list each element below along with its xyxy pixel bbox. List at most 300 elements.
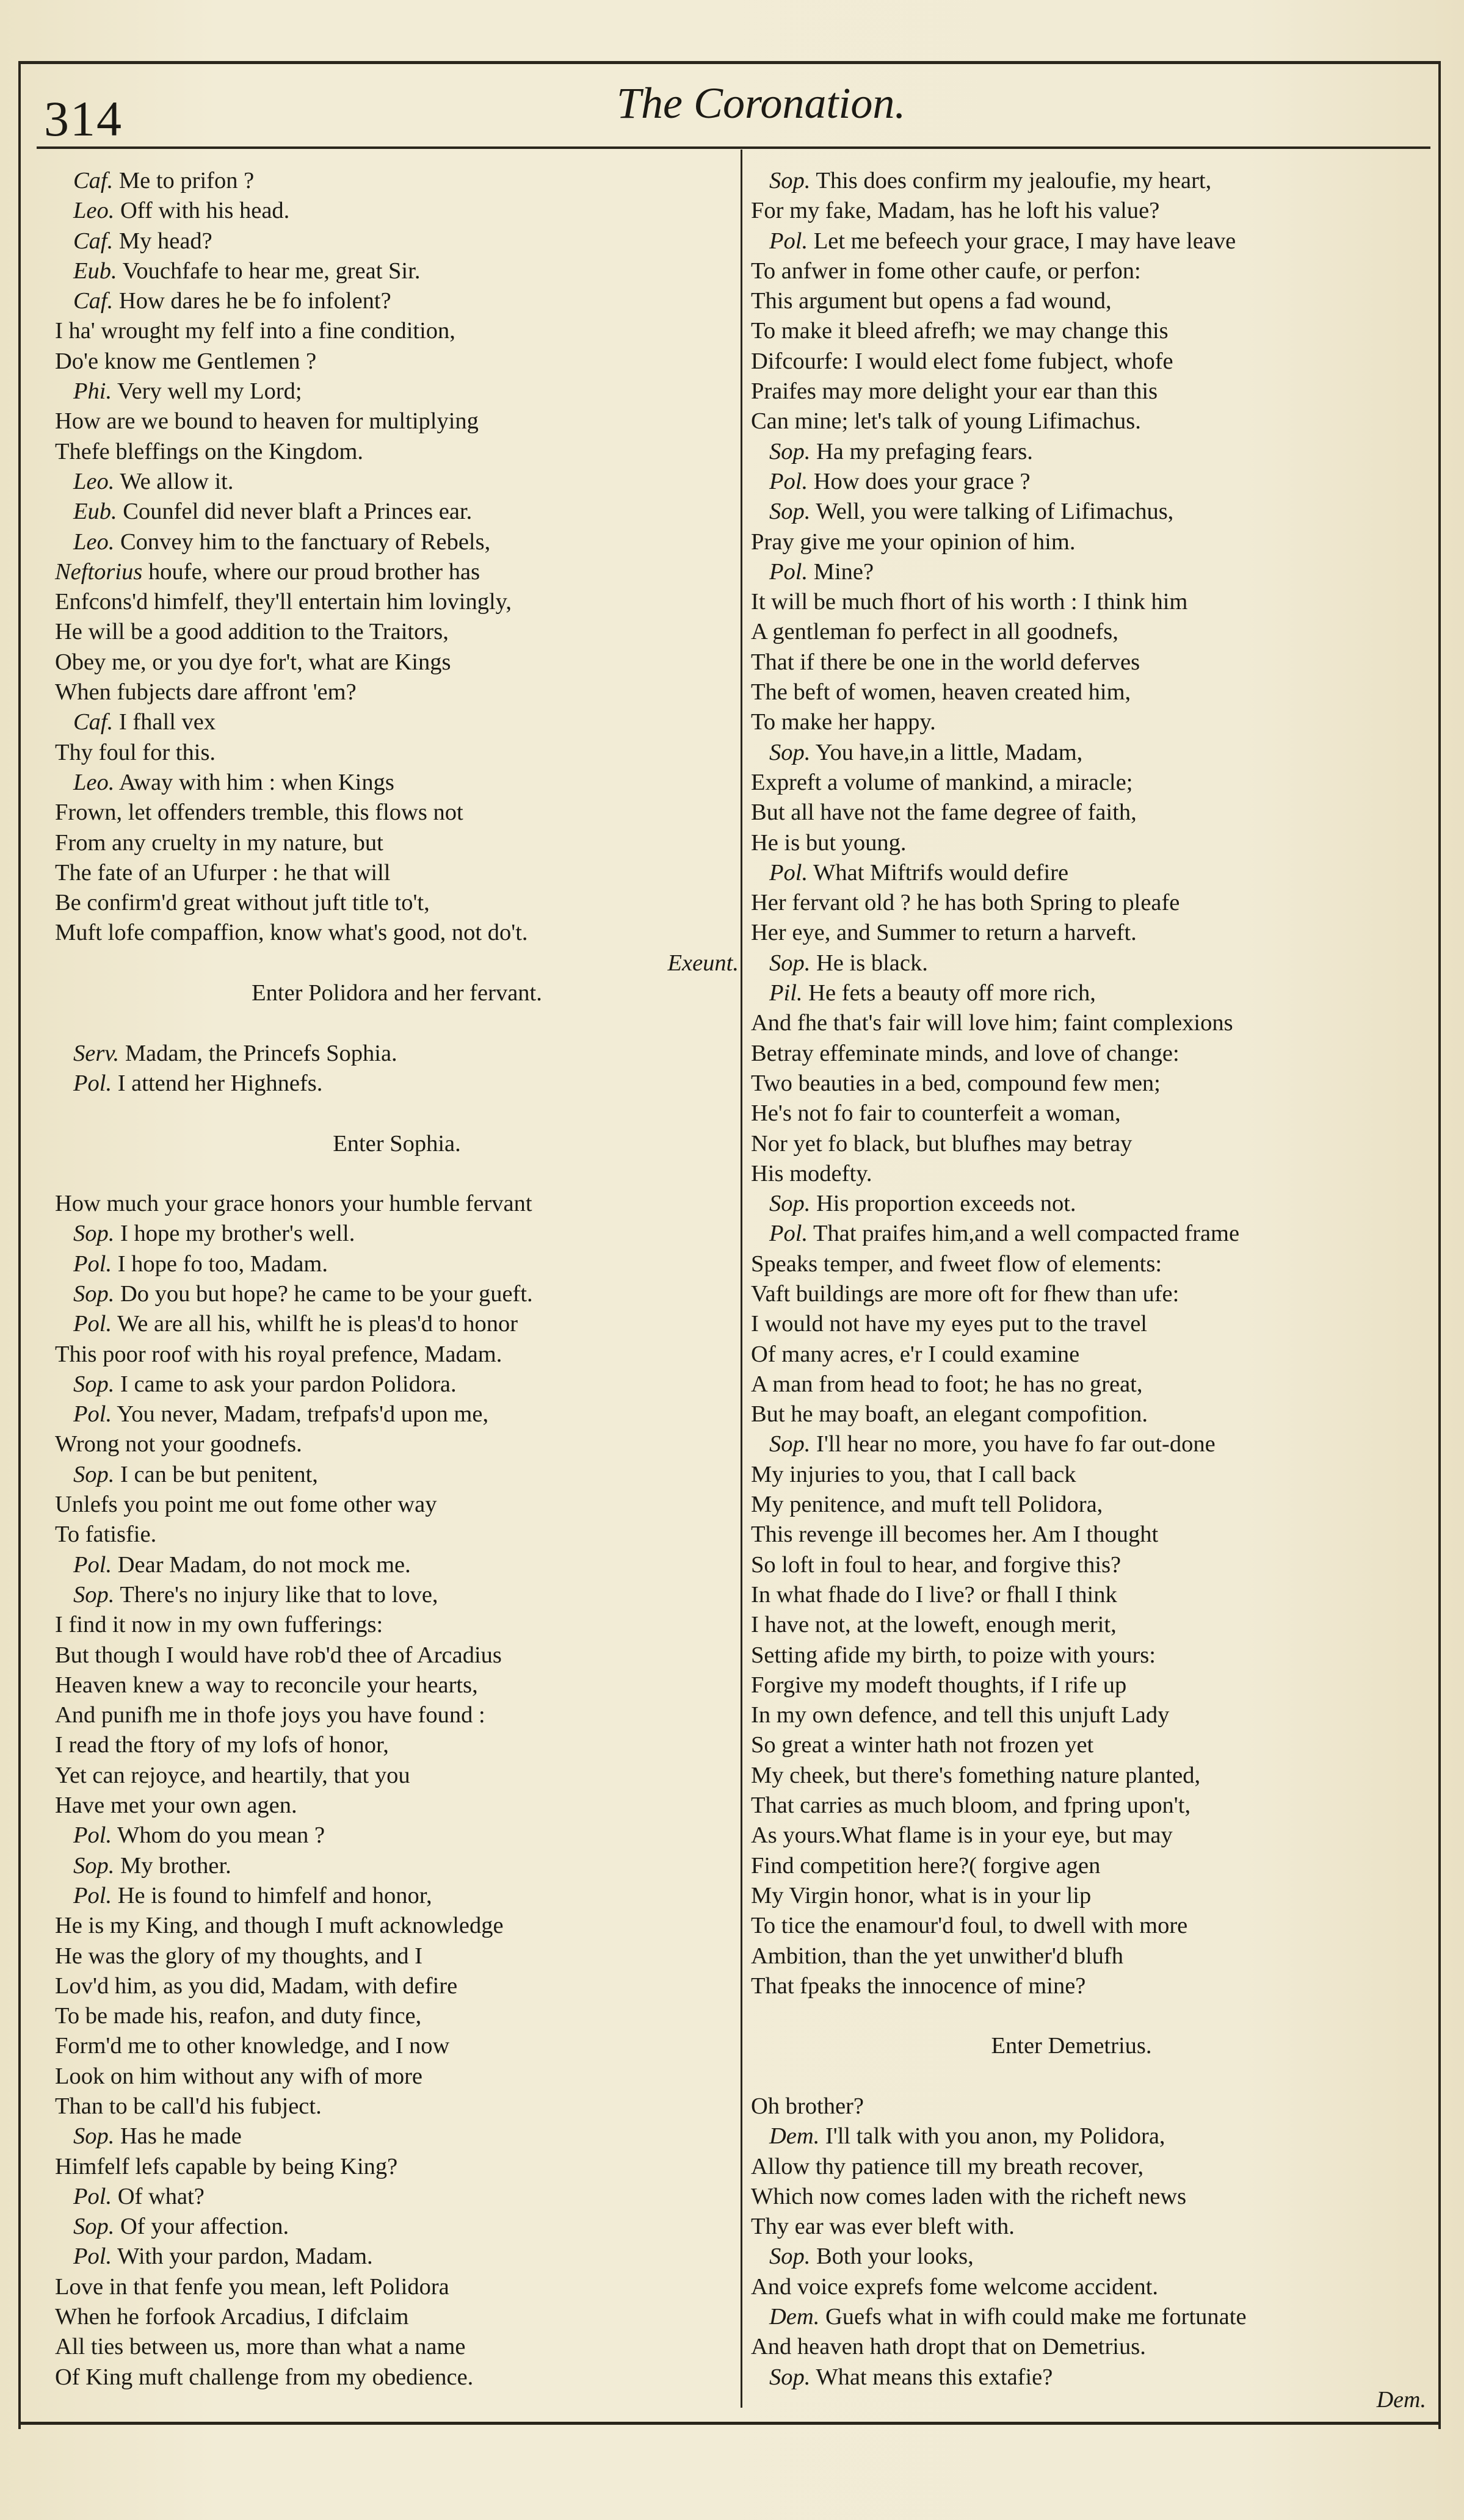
line-text: How much your grace honors your humble fervant bbox=[55, 1191, 532, 1217]
verse-line bbox=[55, 677, 739, 707]
bottom-rule bbox=[18, 2422, 1441, 2425]
verse-line bbox=[751, 1730, 1392, 1760]
line-text: Thy ear was ever bleft with. bbox=[751, 2214, 1015, 2240]
verse-line bbox=[751, 1219, 1392, 1249]
line-text: But though I would have rob'd thee of Arcadius bbox=[55, 1642, 502, 1668]
verse-line bbox=[751, 1429, 1392, 1459]
line-text: He's not fo fair to counterfeit a woman, bbox=[751, 1100, 1121, 1127]
left-column bbox=[55, 166, 739, 2392]
line-text: Form'd me to other knowledge, and I now bbox=[55, 2033, 450, 2059]
blank-line bbox=[751, 2062, 1392, 2092]
verse-line bbox=[55, 1460, 739, 1490]
speaker-name: Sop. bbox=[769, 1191, 811, 1217]
verse-line bbox=[55, 1370, 739, 1399]
verse-line bbox=[55, 1941, 739, 1971]
verse-line bbox=[751, 557, 1392, 587]
line-text: Wrong not your goodnefs. bbox=[55, 1431, 302, 1457]
verse-line bbox=[55, 1340, 739, 1370]
verse-line bbox=[55, 196, 739, 226]
line-text: With your pardon, Madam. bbox=[117, 2244, 373, 2270]
line-text: He fets a beauty off more rich, bbox=[808, 980, 1096, 1006]
line-text: Expreft a volume of mankind, a miracle; bbox=[751, 769, 1133, 795]
line-text: Guefs what in wifh could make me fortunate bbox=[825, 2304, 1247, 2330]
verse-line bbox=[55, 888, 739, 918]
verse-line bbox=[55, 1670, 739, 1700]
line-text: How dares he be fo infolent? bbox=[118, 288, 391, 314]
line-text: Have met your own agen. bbox=[55, 1793, 297, 1819]
verse-line bbox=[751, 2242, 1392, 2272]
verse-line bbox=[751, 1159, 1392, 1189]
speaker-name: Serv. bbox=[73, 1040, 120, 1066]
line-text: You never, Madam, trefpafs'd upon me, bbox=[117, 1401, 489, 1428]
verse-line bbox=[751, 707, 1392, 737]
verse-line bbox=[751, 768, 1392, 798]
line-text: Do'e know me Gentlemen ? bbox=[55, 348, 317, 374]
verse-line bbox=[751, 2092, 1392, 2121]
verse-line bbox=[55, 1039, 739, 1069]
line-text: Be confirm'd great without juft title to't, bbox=[55, 890, 430, 916]
line-text: Away with him : when Kings bbox=[118, 769, 394, 795]
verse-line bbox=[751, 677, 1392, 707]
line-text: This revenge ill becomes her. Am I thought bbox=[751, 1522, 1159, 1548]
line-text: To make her happy. bbox=[751, 709, 936, 735]
line-text: For my fake, Madam, has he loft his value? bbox=[751, 198, 1160, 224]
verse-line bbox=[751, 1189, 1392, 1219]
stage-direction: Enter Demetrius. bbox=[991, 2033, 1152, 2059]
line-text: Himfelf lefs capable by being King? bbox=[55, 2153, 398, 2179]
line-text: I hope fo too, Madam. bbox=[117, 1251, 328, 1277]
verse-line bbox=[55, 1730, 739, 1760]
line-text: But he may boaft, an elegant compofition. bbox=[751, 1401, 1148, 1428]
speaker-name: Sop. bbox=[73, 1852, 115, 1879]
verse-line bbox=[751, 1008, 1392, 1038]
verse-line bbox=[55, 2152, 739, 2182]
verse-line bbox=[751, 1610, 1392, 1640]
line-text: Muft lofe compaffion, know what's good, not do't. bbox=[55, 920, 528, 946]
verse-line bbox=[751, 1670, 1392, 1700]
page-number: 314 bbox=[44, 91, 123, 146]
verse-line bbox=[55, 1851, 739, 1881]
verse-line bbox=[55, 1971, 739, 2001]
stage-exit: Exeunt. bbox=[667, 950, 739, 976]
verse-line bbox=[751, 888, 1392, 918]
verse-line bbox=[55, 587, 739, 617]
verse-line bbox=[751, 1761, 1392, 1791]
verse-line bbox=[751, 1791, 1392, 1821]
speaker-name: Sop. bbox=[769, 2364, 811, 2390]
verse-line bbox=[55, 2092, 739, 2121]
speaker-name: Caf. bbox=[73, 168, 114, 193]
speaker-name: Pol. bbox=[73, 1822, 112, 1849]
verse-line bbox=[751, 648, 1392, 677]
line-text: Heaven knew a way to reconcile your hearts, bbox=[55, 1672, 478, 1698]
verse-line bbox=[751, 196, 1392, 226]
line-text: Lov'd him, as you did, Madam, with defire bbox=[55, 1973, 458, 1999]
verse-line bbox=[751, 497, 1392, 527]
speaker-name: Caf. bbox=[73, 709, 114, 735]
line-text: My injuries to you, that I call back bbox=[751, 1461, 1076, 1487]
speaker-name: Leo. bbox=[73, 769, 115, 795]
line-text: Of what? bbox=[117, 2183, 205, 2209]
verse-line bbox=[751, 226, 1392, 256]
verse-line bbox=[55, 316, 739, 346]
verse-line bbox=[751, 2302, 1392, 2332]
line-text: Obey me, or you dye for't, what are Kings bbox=[55, 649, 451, 675]
line-text: Allow thy patience till my breath recover, bbox=[751, 2153, 1144, 2179]
line-text: I fhall vex bbox=[118, 709, 216, 735]
line-text: Convey him to the fanctuary of Rebels, bbox=[120, 529, 491, 555]
speaker-name: Phi. bbox=[73, 378, 112, 405]
line-text: Very well my Lord; bbox=[117, 378, 302, 405]
speaker-name: Pol. bbox=[769, 1221, 808, 1247]
speaker-name: Pol. bbox=[73, 1070, 112, 1096]
line-text: Two beauties in a bed, compound few men; bbox=[751, 1070, 1161, 1096]
stage-direction: Enter Sophia. bbox=[333, 1130, 461, 1157]
blank-line bbox=[55, 1008, 739, 1038]
speaker-name: Caf. bbox=[73, 288, 114, 314]
line-text: And voice exprefs fome welcome accident. bbox=[751, 2273, 1159, 2300]
verse-line bbox=[751, 316, 1392, 346]
verse-line bbox=[55, 2001, 739, 2031]
speaker-name: Sop. bbox=[769, 168, 811, 193]
line-text: I read the ftory of my lofs of honor, bbox=[55, 1732, 389, 1758]
line-text: He is but young. bbox=[751, 829, 907, 856]
verse-line bbox=[55, 2031, 739, 2061]
line-text: Both your looks, bbox=[816, 2244, 974, 2270]
line-text: Unlefs you point me out fome other way bbox=[55, 1492, 437, 1518]
verse-line bbox=[55, 1700, 739, 1730]
verse-line bbox=[55, 347, 739, 377]
verse-line bbox=[751, 1399, 1392, 1429]
verse-line bbox=[55, 918, 739, 948]
speaker-name: Sop. bbox=[769, 499, 811, 525]
right-border-rule bbox=[1438, 61, 1441, 2429]
verse-line bbox=[751, 1580, 1392, 1610]
line-text: Praifes may more delight your ear than this bbox=[751, 378, 1158, 405]
verse-line bbox=[55, 1429, 739, 1459]
line-text: He will be a good addition to the Traitors, bbox=[55, 619, 449, 645]
running-title: The Coronation. bbox=[617, 79, 906, 128]
verse-line bbox=[55, 768, 739, 798]
line-text: What means this extafie? bbox=[816, 2364, 1053, 2390]
verse-line bbox=[751, 1069, 1392, 1099]
verse-line bbox=[55, 166, 739, 196]
verse-line bbox=[55, 406, 739, 436]
line-text: His proportion exceeds not. bbox=[816, 1191, 1076, 1217]
line-text: In my own defence, and tell this unjuft Lady bbox=[751, 1702, 1170, 1728]
line-text: That fpeaks the innocence of mine? bbox=[751, 1973, 1086, 1999]
line-text: That if there be one in the world deferves bbox=[751, 649, 1140, 675]
verse-line bbox=[751, 2272, 1392, 2302]
verse-line bbox=[55, 467, 739, 497]
line-text: Thefe bleffings on the Kingdom. bbox=[55, 438, 364, 464]
speaker-name: Sop. bbox=[73, 1221, 115, 1247]
line-text: To be made his, reafon, and duty fince, bbox=[55, 2003, 422, 2029]
verse-line bbox=[751, 1099, 1392, 1128]
line-text: Dear Madam, do not mock me. bbox=[117, 1551, 411, 1578]
verse-line bbox=[751, 948, 1392, 978]
blank-line bbox=[751, 2001, 1392, 2031]
speaker-name: Leo. bbox=[73, 529, 115, 555]
verse-line bbox=[751, 587, 1392, 617]
verse-line bbox=[55, 527, 739, 557]
line-text: I would not have my eyes put to the travel bbox=[751, 1311, 1147, 1337]
speaker-name: Pol. bbox=[73, 2183, 112, 2209]
line-text: From any cruelty in my nature, but bbox=[55, 829, 383, 856]
line-text: The beft of women, heaven created him, bbox=[751, 679, 1131, 706]
verse-line bbox=[751, 1129, 1392, 1159]
verse-line bbox=[55, 1189, 739, 1219]
speaker-name: Caf. bbox=[73, 228, 114, 254]
verse-line bbox=[751, 2182, 1392, 2212]
verse-line bbox=[751, 1641, 1392, 1670]
line-text: My brother. bbox=[120, 1852, 231, 1879]
line-text: He is my King, and though I muft acknowledge bbox=[55, 1913, 504, 1939]
verse-line bbox=[55, 1580, 739, 1610]
speaker-name: Sop. bbox=[73, 1280, 115, 1307]
verse-line bbox=[751, 166, 1392, 196]
line-text: Pray give me your opinion of him. bbox=[751, 529, 1076, 555]
line-text: This argument but opens a fad wound, bbox=[751, 288, 1112, 314]
line-text: Her fervant old ? he has both Spring to pleafe bbox=[751, 890, 1180, 916]
line-text: In what fhade do I live? or fhall I think bbox=[751, 1581, 1117, 1608]
line-text: I hope my brother's well. bbox=[120, 1221, 355, 1247]
speaker-name: Sop. bbox=[73, 1461, 115, 1487]
speaker-name: Pil. bbox=[769, 980, 803, 1006]
right-column bbox=[751, 166, 1392, 2392]
verse-line bbox=[55, 1069, 739, 1099]
verse-line bbox=[55, 1309, 739, 1339]
verse-line bbox=[55, 1761, 739, 1791]
line-text: How does your grace ? bbox=[813, 468, 1031, 494]
verse-line bbox=[55, 2121, 739, 2151]
verse-line bbox=[55, 1490, 739, 1520]
line-text: Frown, let offenders tremble, this flows not bbox=[55, 800, 463, 826]
line-text: Thy foul for this. bbox=[55, 739, 216, 765]
line-text: Vouchfafe to hear me, great Sir. bbox=[122, 258, 421, 284]
line-text: Me to prifon ? bbox=[118, 168, 255, 193]
line-text: So great a winter hath not frozen yet bbox=[751, 1732, 1094, 1758]
verse-line bbox=[751, 2121, 1392, 2151]
line-text: Enfcons'd himfelf, they'll entertain him lovingly, bbox=[55, 589, 512, 615]
line-text: Well, you were talking of Lifimachus, bbox=[816, 499, 1174, 525]
line-text: My penitence, and muft tell Polidora, bbox=[751, 1492, 1103, 1518]
verse-line bbox=[55, 1791, 739, 1821]
line-text: Speaks temper, and fweet flow of elements: bbox=[751, 1251, 1162, 1277]
line-text: Mine? bbox=[813, 558, 874, 585]
verse-line bbox=[751, 1249, 1392, 1279]
verse-line bbox=[751, 978, 1392, 1008]
line-text: Off with his head. bbox=[120, 198, 290, 224]
line-text: Find competition here?( forgive agen bbox=[751, 1852, 1101, 1879]
verse-line bbox=[55, 2332, 739, 2362]
line-text: That carries as much bloom, and fpring upon't, bbox=[751, 1793, 1191, 1819]
verse-line bbox=[55, 858, 739, 888]
line-text: He is black. bbox=[816, 950, 928, 976]
speaker-name: Pol. bbox=[769, 468, 808, 494]
line-text: Forgive my modeft thoughts, if I rife up bbox=[751, 1672, 1127, 1698]
speaker-name: Pol. bbox=[769, 859, 808, 886]
verse-line bbox=[55, 497, 739, 527]
line-text: I attend her Highnefs. bbox=[117, 1070, 323, 1096]
verse-line bbox=[55, 1219, 739, 1249]
speaker-name: Dem. bbox=[769, 2304, 820, 2330]
line-text: I'll talk with you anon, my Polidora, bbox=[825, 2123, 1165, 2150]
verse-line bbox=[55, 1911, 739, 1941]
verse-line bbox=[55, 1610, 739, 1640]
line-text: Of King muft challenge from my obedience. bbox=[55, 2364, 474, 2390]
speaker-name: Pol. bbox=[73, 1251, 112, 1277]
speaker-name: Sop. bbox=[769, 2244, 811, 2270]
verse-line bbox=[55, 2182, 739, 2212]
speaker-name: Eub. bbox=[73, 258, 117, 284]
line-text: It will be much fhort of his worth : I think him bbox=[751, 589, 1188, 615]
header-rule bbox=[37, 146, 1430, 149]
speaker-name: Sop. bbox=[769, 950, 811, 976]
verse-line bbox=[751, 1309, 1392, 1339]
line-text: Setting afide my birth, to poize with yours: bbox=[751, 1642, 1156, 1668]
line-text: Yet can rejoyce, and heartily, that you bbox=[55, 1762, 410, 1788]
verse-line bbox=[751, 1520, 1392, 1550]
verse-line bbox=[751, 1911, 1392, 1941]
verse-line bbox=[751, 1821, 1392, 1850]
speaker-name: Sop. bbox=[769, 438, 811, 464]
speaker-name: Pol. bbox=[73, 1882, 112, 1908]
verse-line bbox=[751, 858, 1392, 888]
column-divider bbox=[741, 150, 742, 2408]
line-text: What Miftrifs would defire bbox=[813, 859, 1069, 886]
verse-line bbox=[751, 256, 1392, 286]
stage-direction: Enter Polidora and her fervant. bbox=[252, 980, 542, 1006]
line-text: I have not, at the loweft, enough merit, bbox=[751, 1612, 1117, 1638]
line-text: Love in that fenfe you mean, left Polidora bbox=[55, 2273, 449, 2300]
line-text: Counfel did never blaft a Princes ear. bbox=[123, 499, 473, 525]
verse-line bbox=[55, 377, 739, 406]
verse-line bbox=[751, 1279, 1392, 1309]
line-text: Difcourfe: I would elect fome fubject, whofe bbox=[751, 348, 1173, 374]
line-text: When he forfook Arcadius, I difclaim bbox=[55, 2304, 409, 2330]
verse-line bbox=[55, 1520, 739, 1550]
line-text: We are all his, whilft he is pleas'd to honor bbox=[117, 1311, 518, 1337]
verse-line bbox=[751, 798, 1392, 828]
speaker-name: Dem. bbox=[769, 2123, 820, 2150]
speaker-name: Sop. bbox=[73, 2123, 115, 2150]
line-text: All ties between us, more than what a name bbox=[55, 2334, 466, 2360]
verse-line bbox=[751, 2332, 1392, 2362]
speaker-name: Pol. bbox=[73, 1311, 112, 1337]
line-text: I find it now in my own fufferings: bbox=[55, 1612, 383, 1638]
line-text: Look on him without any wifh of more bbox=[55, 2063, 423, 2089]
line-text: And fhe that's fair will love him; faint complexions bbox=[751, 1010, 1233, 1036]
verse-line bbox=[55, 828, 739, 858]
blank-line bbox=[55, 1159, 739, 1189]
line-text: To fatisfie. bbox=[55, 1522, 157, 1548]
verse-line bbox=[55, 1550, 739, 1580]
verse-line bbox=[55, 648, 739, 677]
verse-line bbox=[751, 527, 1392, 557]
line-text: Can mine; let's talk of young Lifimachus. bbox=[751, 408, 1141, 435]
line-text: I ha' wrought my felf into a fine condition, bbox=[55, 318, 455, 344]
verse-line bbox=[751, 2363, 1392, 2392]
verse-line bbox=[55, 2363, 739, 2392]
speaker-name: Neftorius bbox=[55, 558, 143, 585]
verse-line bbox=[55, 798, 739, 828]
line-text: Ambition, than the yet unwither'd blufh bbox=[751, 1943, 1124, 1969]
line-text: You have,in a little, Madam, bbox=[815, 739, 1083, 765]
speaker-name: Pol. bbox=[73, 2244, 112, 2270]
line-text: Do you but hope? he came to be your gueft. bbox=[120, 1280, 533, 1307]
speaker-name: Pol. bbox=[73, 1551, 112, 1578]
verse-line bbox=[751, 1490, 1392, 1520]
line-text: Of your affection. bbox=[120, 2214, 289, 2240]
verse-line bbox=[751, 1971, 1392, 2001]
blank-line bbox=[55, 1099, 739, 1128]
line-text: To anfwer in fome other caufe, or perfon: bbox=[751, 258, 1141, 284]
line-text: Ha my prefaging fears. bbox=[816, 438, 1033, 464]
verse-line bbox=[751, 2212, 1392, 2242]
verse-line bbox=[55, 437, 739, 467]
speaker-name: Pol. bbox=[73, 1401, 112, 1428]
verse-line bbox=[751, 617, 1392, 647]
speaker-name: Pol. bbox=[769, 228, 808, 254]
verse-line bbox=[55, 557, 739, 587]
catchword: Dem. bbox=[1376, 2387, 1426, 2413]
verse-line bbox=[751, 1700, 1392, 1730]
verse-line bbox=[55, 256, 739, 286]
verse-line bbox=[751, 1851, 1392, 1881]
line-text: We allow it. bbox=[120, 468, 234, 494]
speaker-name: Leo. bbox=[73, 468, 115, 494]
verse-line bbox=[751, 377, 1392, 406]
line-text: The fate of an Ufurper : he that will bbox=[55, 859, 391, 886]
line-text: A man from head to foot; he has no great, bbox=[751, 1371, 1143, 1397]
verse-line bbox=[55, 2302, 739, 2332]
line-text: How are we bound to heaven for multiplying bbox=[55, 408, 479, 435]
line-text: Her eye, and Summer to return a harveft. bbox=[751, 920, 1137, 946]
line-text: Of many acres, e'r I could examine bbox=[751, 1341, 1080, 1367]
verse-line bbox=[751, 1370, 1392, 1399]
verse-line bbox=[751, 2152, 1392, 2182]
speaker-name: Sop. bbox=[769, 1431, 811, 1457]
line-text: This poor roof with his royal prefence, Madam. bbox=[55, 1341, 502, 1367]
line-text: Nor yet fo black, but blufhes may betray bbox=[751, 1130, 1132, 1157]
line-text: I can be but penitent, bbox=[120, 1461, 318, 1487]
line-text: So loft in foul to hear, and forgive this? bbox=[751, 1551, 1122, 1578]
verse-line bbox=[751, 738, 1392, 768]
verse-line bbox=[55, 226, 739, 256]
line-text: I came to ask your pardon Polidora. bbox=[120, 1371, 457, 1397]
line-text: And heaven hath dropt that on Demetrius. bbox=[751, 2334, 1146, 2360]
verse-line bbox=[55, 1881, 739, 1911]
line-text: His modefty. bbox=[751, 1160, 872, 1186]
line-text: Vaft buildings are more oft for fhew than ufe: bbox=[751, 1280, 1180, 1307]
verse-line bbox=[55, 1249, 739, 1279]
line-text: My cheek, but there's fomething nature planted, bbox=[751, 1762, 1201, 1788]
verse-line bbox=[751, 1550, 1392, 1580]
line-text: As yours.What flame is in your eye, but may bbox=[751, 1822, 1173, 1849]
verse-line bbox=[55, 617, 739, 647]
speaker-name: Sop. bbox=[73, 2214, 115, 2240]
line-text: My Virgin honor, what is in your lip bbox=[751, 1882, 1092, 1908]
verse-line bbox=[751, 347, 1392, 377]
verse-line bbox=[751, 1941, 1392, 1971]
verse-line bbox=[55, 2242, 739, 2272]
verse-line bbox=[751, 1039, 1392, 1069]
line-text: A gentleman fo perfect in all goodnefs, bbox=[751, 619, 1118, 645]
verse-line bbox=[55, 707, 739, 737]
verse-line bbox=[751, 467, 1392, 497]
verse-line bbox=[55, 1821, 739, 1850]
